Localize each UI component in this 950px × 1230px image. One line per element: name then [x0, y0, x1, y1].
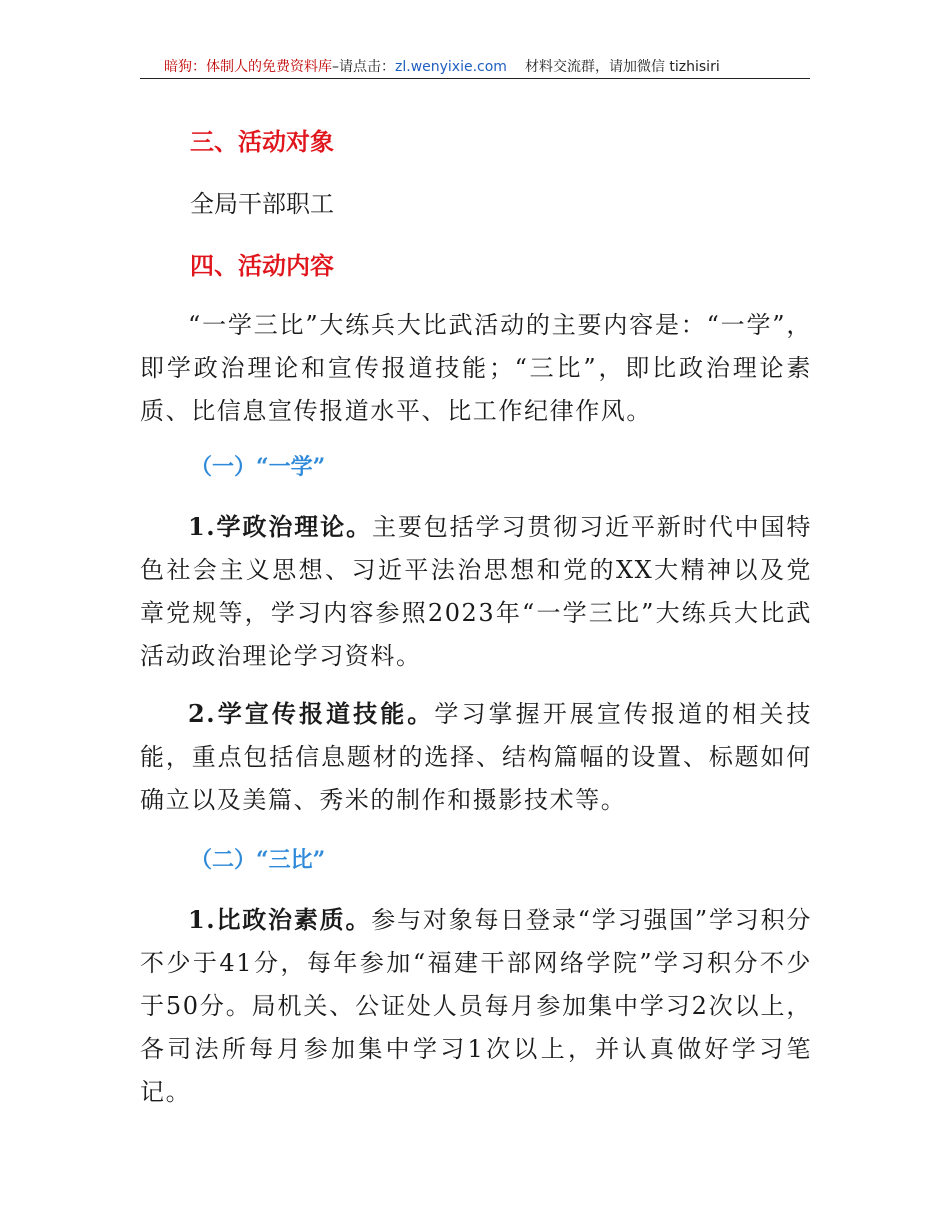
section-3-title: 三、活动对象	[190, 128, 334, 156]
item-2-body: 学习掌握开展宣传报道的相关技能，重点包括信息题材的选择、结构篇幅的设置、标题如何确立以及美篇、秀米的制作和摄影技术等。	[140, 700, 812, 814]
item-3-lead: 1.比政治素质。	[188, 905, 372, 934]
subsection-1-title: （一）“一学”	[190, 454, 326, 480]
item-2-lead: 2.学宣传报道技能。	[188, 699, 435, 728]
section-3-body: 全局干部职工	[190, 190, 334, 218]
page-header	[140, 56, 810, 79]
item-1-body: 主要包括学习贯彻习近平新时代中国特色社会主义思想、习近平法治思想和党的XX大精神以及党章党规等，学习内容参照2023年“一学三比”大练兵大比武活动政治理论学习资料。	[140, 513, 812, 670]
subsection-2-title: （二）“三比”	[190, 847, 326, 873]
item-3-body: 参与对象每日登录“学习强国”学习积分不少于41分，每年参加“福建干部网络学院”学习积分不少于50分。局机关、公证处人员每月参加集中学习2次以上，各司法所每月参加集中学习1次以上，并认真做好学习笔记。	[140, 906, 813, 1106]
site-name: 暗狗：体制人的免费资料库	[164, 59, 332, 75]
group-info: 材料交流群，请加微信 tizhisiri	[524, 59, 720, 75]
click-prompt: –请点击：	[332, 59, 395, 75]
document-body	[140, 118, 812, 1114]
item-1-lead: 1.学政治理论。	[188, 512, 372, 541]
item-1-paragraph	[140, 505, 812, 678]
section-4-title: 四、活动内容	[190, 252, 334, 280]
item-3-paragraph	[140, 898, 812, 1114]
item-2-paragraph	[140, 692, 812, 822]
section-4-intro: “一学三比”大练兵大比武活动的主要内容是：“一学”，即学政治理论和宣传报道技能；“三比”，即比政治理论素质、比信息宣传报道水平、比工作纪律作风。	[140, 311, 812, 425]
site-url-link[interactable]: zl.wenyixie.com	[395, 59, 507, 75]
